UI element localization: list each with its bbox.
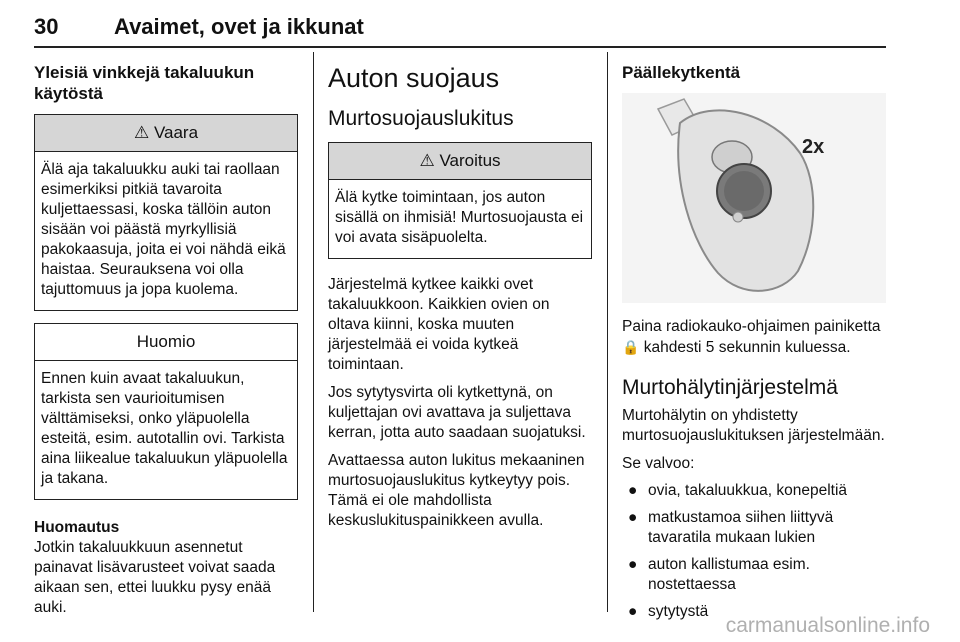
column-3	[622, 52, 886, 622]
page-header	[34, 4, 886, 48]
page-number: 30	[34, 14, 59, 39]
danger-box-header	[35, 115, 297, 152]
section-subtitle: Murtosuojauslukitus	[328, 107, 514, 130]
warning-title: Varoitus	[439, 151, 501, 170]
alarm-paragraph: Murtohälytin on yhdistetty murtosuojauslukituksen järjestelmään.	[622, 407, 885, 444]
chapter-title: Avaimet, ovet ja ikkunat	[114, 14, 364, 39]
list-item: ● sytytystä	[628, 603, 709, 620]
caution-title: Huomio	[35, 324, 297, 361]
note-text: Jotkin takaluukkuun asennetut painavat lisävarusteet voivat saada aikaan sen, ettei luukku pysy enää auki.	[34, 539, 276, 616]
note-title: Huomautus	[34, 519, 120, 536]
body-paragraph: Järjestelmä kytkee kaikki ovet takaluukkoon. Kaikkien ovien on oltava kiinni, koska muuten järjestelmää ei voida kytkeä toimintaan.	[328, 276, 550, 373]
list-item: ● ovia, takaluukkua, konepeltiä	[628, 482, 848, 499]
remote-key-icon	[622, 93, 886, 303]
section-title: Auton suojaus	[328, 63, 500, 93]
warning-text: Älä kytke toimintaan, jos auton sisällä on ihmisiä! Murtosuojausta ei voi avata sisäpuolelta.	[335, 189, 584, 246]
danger-text: Älä aja takaluukku auki tai raollaan esimerkiksi pitkiä tavaroita kuljettaessasi, koska tällöin auton sisään voi päästä myrkyllisiä pakokaasuja, joita ei voi nähdä eikä haistaa. Seurauksena voi olla tajuttomuus ja jopa kuolema.	[41, 161, 286, 298]
danger-box	[34, 114, 298, 311]
monitored-list	[622, 481, 886, 622]
warning-icon: ⚠	[419, 151, 435, 170]
remote-key-illustration	[622, 93, 886, 303]
bullet-icon: ●	[628, 482, 638, 499]
instruction-text: Paina radiokauko-ohjaimen painiketta 🔒 kahdesti 5 sekunnin kuluessa.	[622, 318, 881, 356]
danger-title: Vaara	[153, 123, 199, 142]
column-divider	[313, 52, 314, 612]
body-paragraph: Jos sytytysvirta oli kytkettynä, on kuljettajan ovi avattava ja suljettava kerran, jotta auto saadaan suojatuksi.	[328, 384, 586, 441]
column-divider	[607, 52, 608, 612]
monitors-label: Se valvoo:	[622, 455, 695, 472]
bullet-icon: ●	[628, 603, 638, 620]
list-item: ● matkustamoa siihen liittyvä tavaratila mukaan lukien	[628, 509, 834, 546]
warning-box-header	[329, 143, 591, 180]
section-heading: Yleisiä vinkkejä takaluukun käytöstä	[34, 63, 255, 103]
warning-icon: ⚠	[133, 123, 150, 142]
lock-icon: 🔒	[622, 339, 640, 355]
body-paragraph: Avattaessa auton lukitus mekaaninen murtosuojauslukitus kytkeytyy pois. Tämä ei ole mahdollista keskuslukituspainikkeen avulla.	[328, 452, 585, 529]
bullet-icon: ●	[628, 556, 638, 573]
bullet-icon: ●	[628, 509, 638, 526]
column-2	[328, 52, 592, 531]
caution-box	[34, 323, 298, 500]
press-twice-label: 2x	[802, 136, 825, 158]
alarm-heading: Murtohälytinjärjestelmä	[622, 376, 838, 399]
list-item: ● auton kallistumaa esim. nostettaessa	[628, 556, 810, 593]
section-heading: Päällekytkentä	[622, 63, 741, 82]
caution-text: Ennen kuin avaat takaluukun, tarkista sen vaurioitumisen välttämiseksi, onko yläpuolella esteitä, esim. autotallin ovi. Tarkista aina liikealue takaluukun yläpuolella ja takana.	[41, 370, 288, 487]
warning-box	[328, 142, 592, 259]
watermark: carmanualsonline.info	[725, 614, 930, 637]
column-1	[34, 52, 298, 618]
